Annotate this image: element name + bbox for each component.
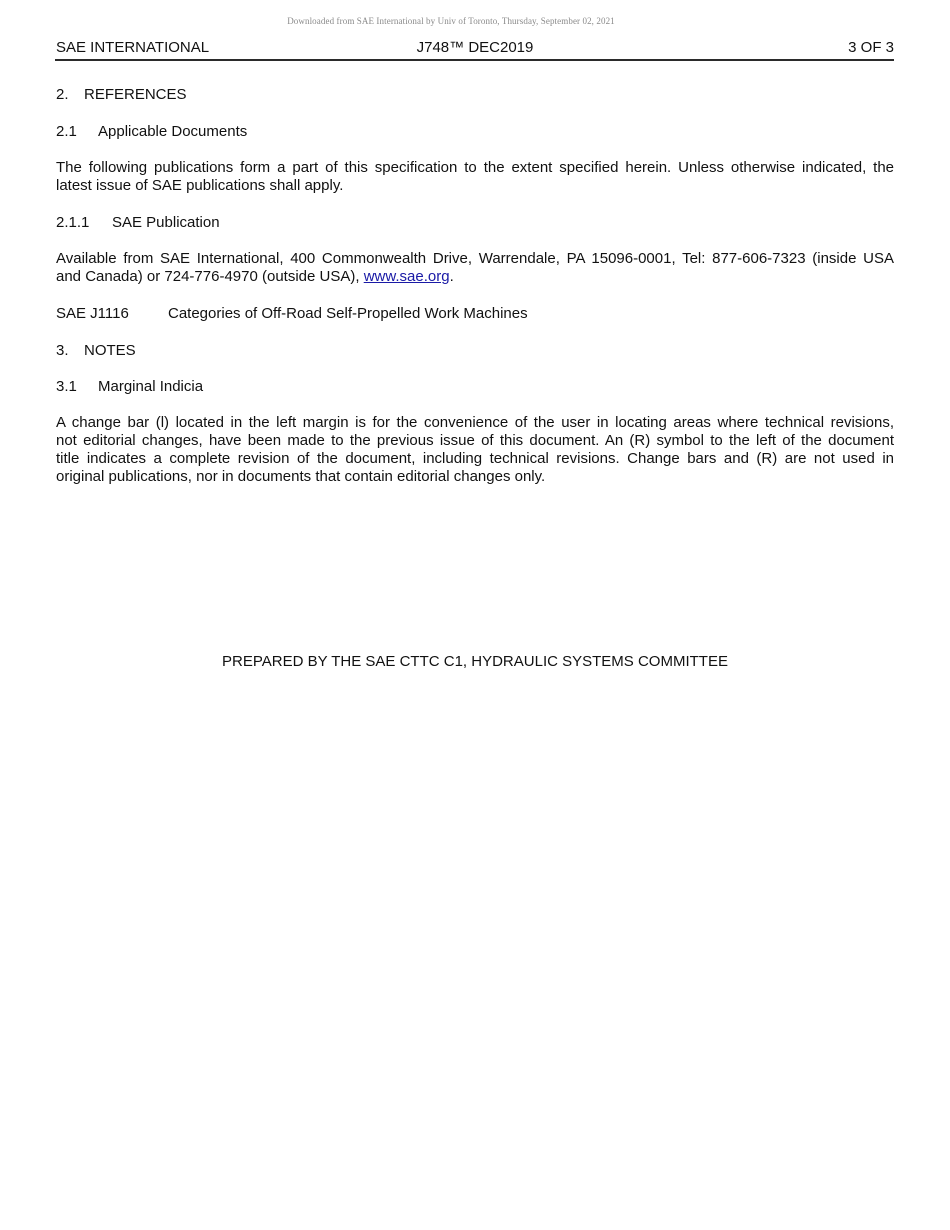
download-watermark: Downloaded from SAE International by Univ of Toronto, Thursday, September 02, 2021 — [287, 16, 615, 26]
section-number: 2.1.1 — [56, 214, 90, 231]
section-number: 2. — [56, 86, 69, 103]
paragraph-line: latest issue of SAE publications shall apply. — [56, 177, 344, 194]
paragraph-line: The following publications form a part of this specification to the extent specified herein. Unless otherwise indicated, the — [56, 159, 894, 176]
sae-publication-paragraph — [56, 250, 894, 286]
document-id: J748™ DEC2019 — [416, 39, 534, 56]
header-divider — [55, 59, 894, 61]
section-title: REFERENCES — [84, 86, 187, 103]
paragraph-line: Available from SAE International, 400 Commonwealth Drive, Warrendale, PA 15096-0001, Tel: 877-606-7323 (inside USA — [56, 250, 894, 267]
paragraph-line: not editorial changes, have been made to the previous issue of this document. An (R) symbol to the left of the document — [56, 432, 894, 449]
applicable-documents-paragraph — [56, 159, 894, 195]
page-header — [56, 38, 894, 58]
publisher-name: SAE INTERNATIONAL — [56, 39, 210, 56]
marginal-indicia-paragraph — [56, 414, 894, 486]
text-span: . — [449, 268, 454, 285]
reference-entry-j1116 — [56, 305, 894, 323]
section-title: Applicable Documents — [98, 123, 248, 140]
section-heading-references — [56, 86, 894, 104]
page-number: 3 OF 3 — [848, 39, 894, 56]
sae-website-link[interactable]: www.sae.org — [363, 268, 450, 285]
section-heading-applicable-documents — [56, 123, 894, 141]
section-number: 2.1 — [56, 123, 77, 140]
reference-code: SAE J1116 — [56, 305, 129, 322]
section-title: Marginal Indicia — [98, 378, 204, 395]
text-span: and Canada) or 724-776-4970 (outside USA), — [56, 268, 364, 285]
reference-title: Categories of Off-Road Self-Propelled Work Machines — [168, 305, 528, 322]
section-heading-sae-publication — [56, 214, 894, 232]
paragraph-line — [56, 268, 894, 286]
prepared-by-statement: PREPARED BY THE SAE CTTC C1, HYDRAULIC SYSTEMS COMMITTEE — [222, 653, 728, 670]
section-title: SAE Publication — [112, 214, 220, 231]
paragraph-line: original publications, nor in documents that contain editorial changes only. — [56, 468, 546, 485]
paragraph-line: A change bar (l) located in the left margin is for the convenience of the user in locating areas where technical revisions, — [56, 414, 894, 431]
section-title: NOTES — [84, 342, 136, 359]
section-heading-marginal-indicia — [56, 378, 894, 396]
section-number: 3. — [56, 342, 69, 359]
section-heading-notes — [56, 342, 894, 360]
section-number: 3.1 — [56, 378, 77, 395]
paragraph-line: title indicates a complete revision of the document, including technical revisions. Change bars and (R) are not used in — [56, 450, 894, 467]
